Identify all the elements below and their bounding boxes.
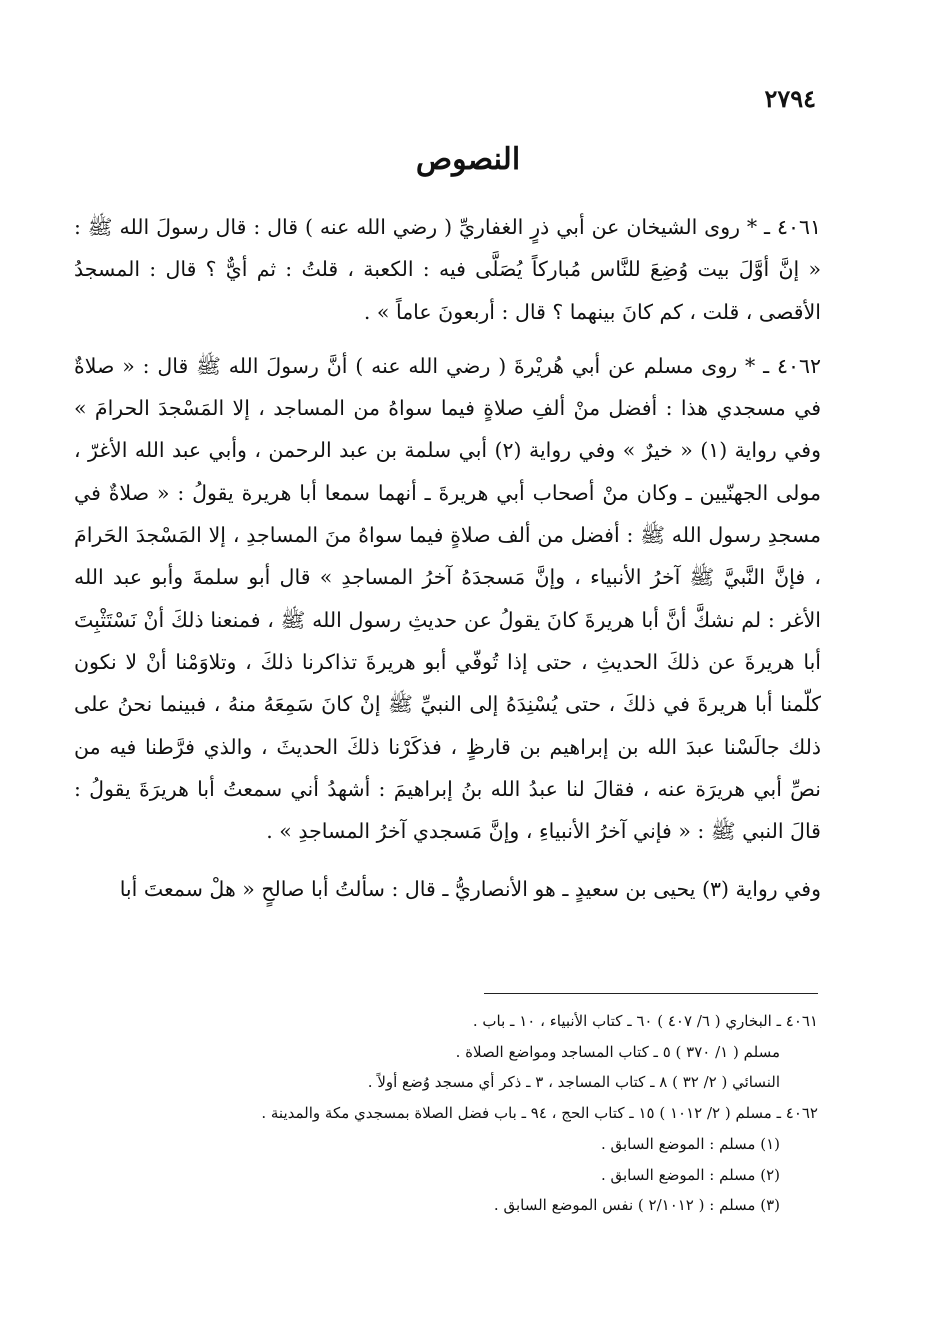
- footnote-divider: [484, 993, 818, 994]
- footnote-line: ٤٠٦٢ ـ مسلم ( ٢/ ١٠١٢ ) ١٥ ـ كتاب الحج ، ٩٤ ـ باب فضل الصلاة بمسجدي مكة والمدينة .: [261, 1104, 818, 1123]
- footnote-line: ٤٠٦١ ـ البخاري ( ٦/ ٤٠٧ ) ٦٠ ـ كتاب الأنبياء ، ١٠ ـ باب .: [472, 1012, 818, 1030]
- paragraph-4062: ٤٠٦٢ ـ * روى مسلم عن أبي هُريْرةَ ( رضي الله عنه ) أنَّ رسولَ الله ﷺ قال : « صلاةٌ في مسجدي هذا : أفضل منْ ألفِ صلاةٍ فيما سواهُ من المساجد ، إلا المَسْجدَ الحرامَ » وفي رواية (١) « خيرٌ » وفي رواية (٢) أبي سلمة بن عبد الرحمن ، وأبي عبد الله الأغرّ ، مولى الجهنّيين ـ وكان منْ أصحاب أبي هريرةَ ـ أنهما سمعا أبا هريرة يقولُ : « صلاةٌ في مسجدِ رسول الله ﷺ : أفضل من ألف صلاةٍ فيما سواهُ منَ المساجدِ ، إلا المَسْجدَ الحَرامَ ، فإنَّ النَّبيَّ ﷺ آخرُ الأنبياء ، وإنَّ مَسجدَهُ آخرُ المساجدِ » قال أبو سلمةَ وأبو عبد الله الأغر : لم نشكَّ أنَّ أبا هريرةَ كانَ يقولُ عن حديثِ رسول الله ﷺ ، فمنعنا ذلكَ أنْ نَسْتَثْبِتَ أبا هريرةَ عن ذلكَ الحديثِ ، حتى إذا تُوفّي أبو هريرةَ تذاكرنا ذلكَ ، وتلاوَمْنا أنْ لا نكون كلّمنا أبا هريرةَ في ذلكَ ، حتى يُسْنِدَهُ إلى النبيِّ ﷺ إنْ كانَ سَمِعَهُ منهُ ، فبينما نحنُ على ذلك جالَسْنا عبدَ الله بن إبراهيم بن قارظٍ ، فذكَرْنا ذلكَ الحديثَ ، والذي فرَّطنا فيه من نصِّ أبي هريرَة عنه ، فقالَ لنا عبدُ الله بنُ إبراهيمَ : أشهدُ أني سمعتُ أبا هريرَةَ يقولُ : قالَ النبي ﷺ : « فإني آخرُ الأنبياءِ ، وإنَّ مَسجدي آخرُ المساجدِ » .: [74, 353, 821, 844]
- footnote-line: النسائي ( ٢/ ٣٢ ) ٨ ـ كتاب المساجد ، ٣ ـ ذكر أي مسجد وُضع أولاً .: [367, 1073, 780, 1092]
- page-number: ٢٧٩٤: [764, 84, 816, 113]
- footnote-line: (٣) مسلم : ( ٢/١٠١٢ ) نفس الموضع السابق .: [493, 1196, 780, 1215]
- paragraph-4061: ٤٠٦١ ـ * روى الشيخان عن أبي ذرٍ الغفاريِّ ( رضي الله عنه ) قال : قال رسولَ الله ﷺ : « إنَّ أوَّلَ بيت وُضِعَ للنَّاس مُباركاً يُصَلَّى فيه : الكعبة ، قلتُ : ثم أيٌّ ؟ قال : المسجدُ الأقصى ، قلت ، كم كانَ بينهما ؟ قال : أربعونَ عاماً » .: [74, 215, 821, 324]
- footnotes: [74, 1006, 818, 1221]
- body-text: [74, 206, 821, 911]
- footnote-line: (١) مسلم : الموضع السابق .: [600, 1134, 780, 1153]
- footnote-line: مسلم ( ١/ ٣٧٠ ) ٥ ـ كتاب المساجد ومواضع الصلاة .: [455, 1042, 780, 1061]
- section-title: النصوص: [415, 142, 521, 177]
- paragraph-continuation: وفي رواية (٣) يحيى بن سعيدٍ ـ هو الأنصاريُّ ـ قال : سألتُ أبا صالحٍ « هلْ سمعتَ أبا: [119, 877, 821, 902]
- footnote-line: (٢) مسلم : الموضع السابق .: [600, 1165, 780, 1184]
